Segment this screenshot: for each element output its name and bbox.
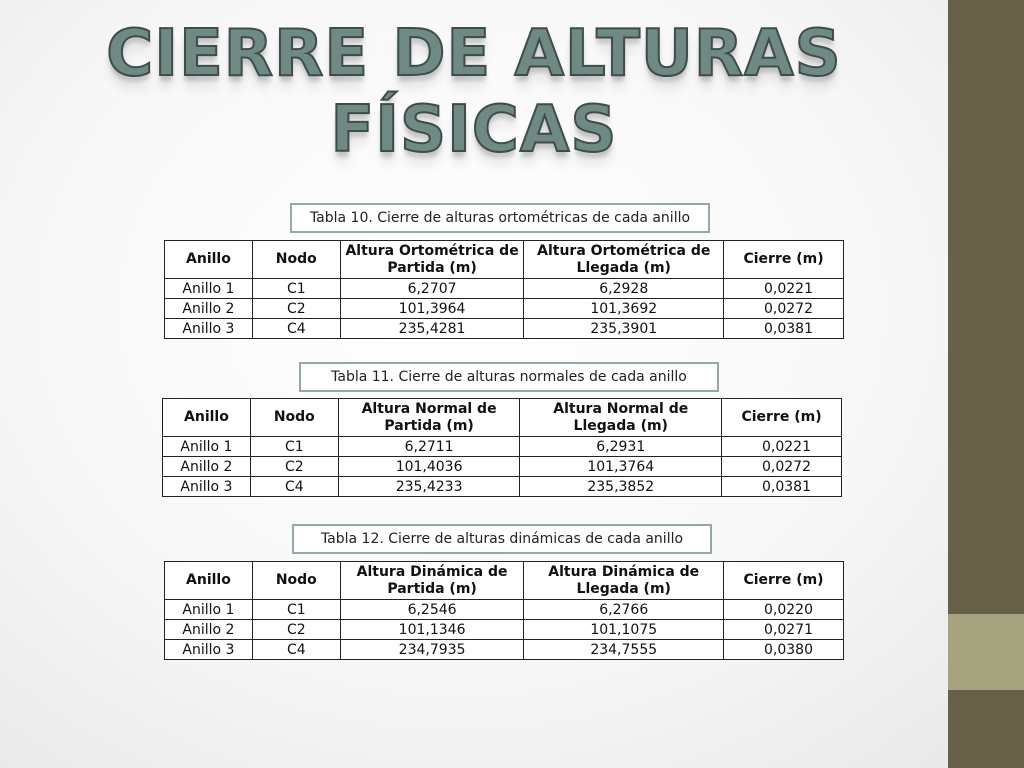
table-cell: C1 [252,600,340,620]
header-cell: Altura Ortométrica de Partida (m) [340,241,524,279]
table-header-row [163,399,842,437]
table-cell: 0,0271 [724,620,844,640]
header-cell: Nodo [252,241,340,279]
table-cell: 101,1075 [524,620,724,640]
table-cell: Anillo 3 [163,477,251,497]
table-10-caption: Tabla 10. Cierre de alturas ortométricas de cada anillo [290,203,710,233]
table-cell: Anillo 1 [165,600,253,620]
table-cell: 101,1346 [340,620,524,640]
table-11 [162,398,842,497]
header-cell: Altura Dinámica de Partida (m) [340,562,524,600]
table-cell: 235,4233 [338,477,520,497]
header-cell: Altura Normal de Partida (m) [338,399,520,437]
table-cell: Anillo 1 [163,437,251,457]
table-cell: 234,7935 [340,640,524,660]
table-cell: C2 [252,299,340,319]
table-cell: 101,3964 [340,299,524,319]
header-cell: Anillo [165,241,253,279]
table-cell: 101,4036 [338,457,520,477]
table-cell: 0,0272 [724,299,844,319]
table-row [163,437,842,457]
table-cell: 235,3852 [520,477,722,497]
table-cell: 0,0272 [722,457,842,477]
table-cell: 6,2766 [524,600,724,620]
table-row [163,477,842,497]
table-cell: 0,0381 [724,319,844,339]
slide-title-line-1: CIERRE DE ALTURAS [106,17,842,91]
table-cell: C4 [252,319,340,339]
table-cell: 0,0221 [724,279,844,299]
table-cell: Anillo 3 [165,640,253,660]
header-cell: Altura Ortométrica de Llegada (m) [524,241,724,279]
table-cell: Anillo 3 [165,319,253,339]
header-cell: Altura Dinámica de Llegada (m) [524,562,724,600]
table-cell: 0,0221 [722,437,842,457]
sidebar-accent-block [948,614,1024,690]
table-cell: Anillo 2 [165,620,253,640]
table-cell: C2 [250,457,338,477]
table-cell: 6,2707 [340,279,524,299]
table-cell: 101,3764 [520,457,722,477]
table-row [165,620,844,640]
slide-title-line-2: FÍSICAS [330,93,618,167]
table-cell: C4 [252,640,340,660]
table-row [165,319,844,339]
table-cell: 0,0220 [724,600,844,620]
table-cell: 6,2931 [520,437,722,457]
header-cell: Cierre (m) [724,562,844,600]
table-cell: C1 [250,437,338,457]
table-cell: 234,7555 [524,640,724,660]
table-row [165,299,844,319]
table-12 [164,561,844,660]
table-12-caption: Tabla 12. Cierre de alturas dinámicas de cada anillo [292,524,712,554]
header-cell: Nodo [250,399,338,437]
table-cell: 235,4281 [340,319,524,339]
table-cell: 6,2928 [524,279,724,299]
table-row [165,640,844,660]
table-10 [164,240,844,339]
table-row [163,457,842,477]
table-cell: 235,3901 [524,319,724,339]
header-cell: Nodo [252,562,340,600]
header-cell: Anillo [163,399,251,437]
header-cell: Cierre (m) [722,399,842,437]
table-cell: Anillo 2 [163,457,251,477]
table-cell: Anillo 1 [165,279,253,299]
table-cell: 6,2711 [338,437,520,457]
table-header-row [165,562,844,600]
table-row [165,279,844,299]
table-cell: 101,3692 [524,299,724,319]
header-cell: Anillo [165,562,253,600]
table-header-row [165,241,844,279]
table-row [165,600,844,620]
table-cell: 0,0380 [724,640,844,660]
table-11-caption: Tabla 11. Cierre de alturas normales de cada anillo [299,362,719,392]
table-cell: C4 [250,477,338,497]
header-cell: Cierre (m) [724,241,844,279]
table-cell: Anillo 2 [165,299,253,319]
table-cell: 6,2546 [340,600,524,620]
table-cell: 0,0381 [722,477,842,497]
table-cell: C2 [252,620,340,640]
table-cell: C1 [252,279,340,299]
header-cell: Altura Normal de Llegada (m) [520,399,722,437]
